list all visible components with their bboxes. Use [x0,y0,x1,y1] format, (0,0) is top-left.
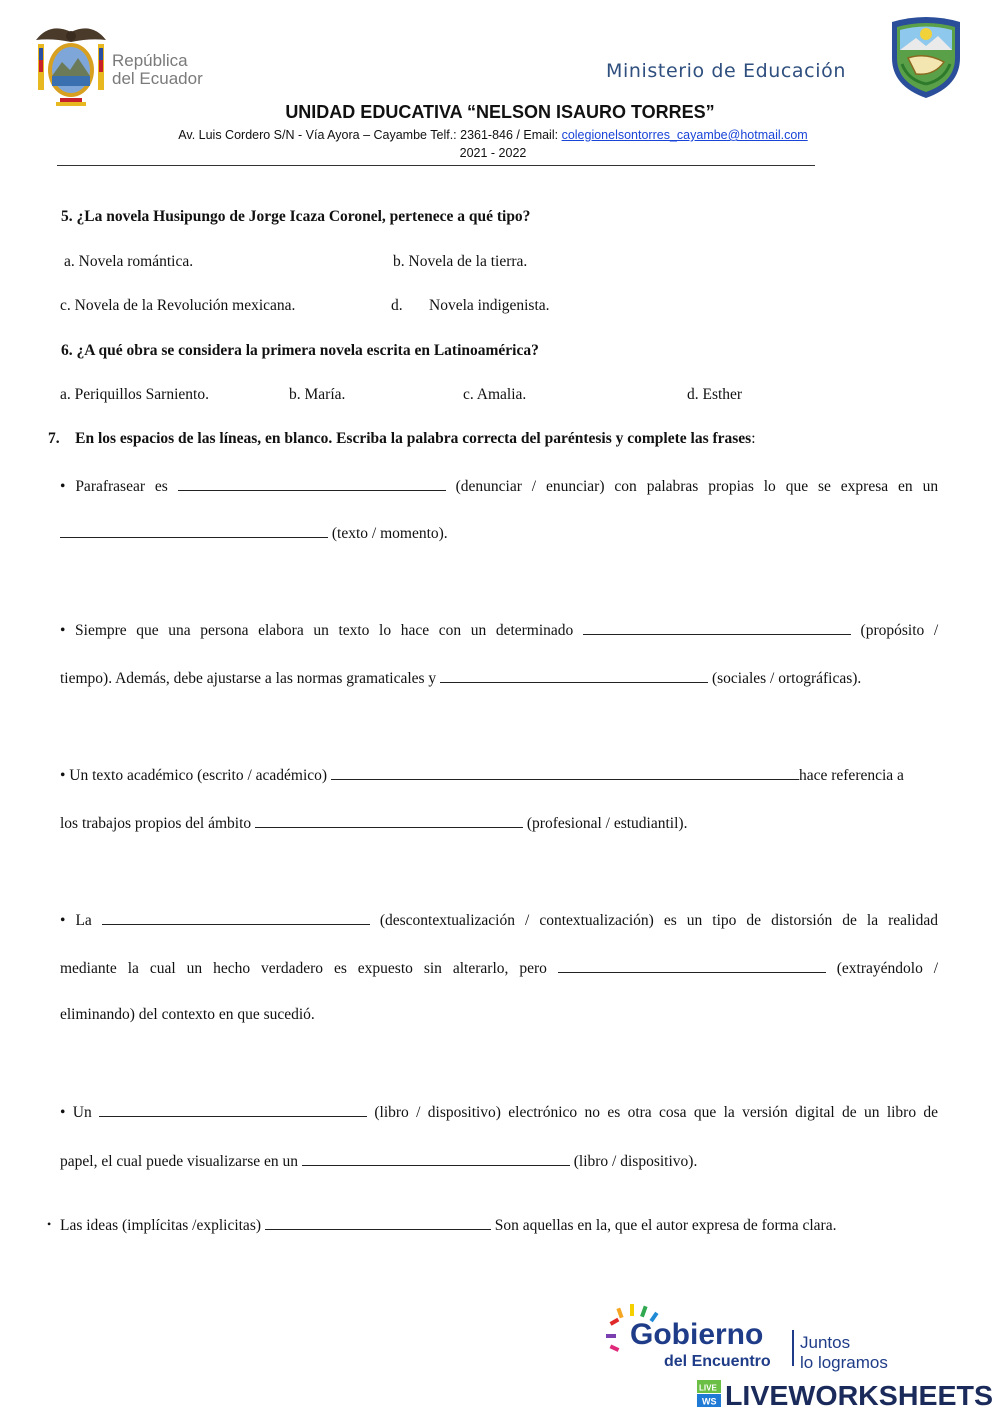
q6-question: 6. ¿A qué obra se considera la primera novela escrita en Latinoamérica? [61,342,539,359]
q6-option-a-text: . Periquillos Sarniento. [66,386,209,403]
sentence-word: electrónico [508,1104,578,1121]
sentence-word: que [136,622,159,639]
sentence-word: / [933,622,939,639]
sentence-word: hace referencia a [798,767,904,784]
sentence-word: con [438,622,462,639]
sentence-word: Son aquellas en la, que el autor expresa de forma clara. [494,1217,837,1234]
sentence-word: persona [200,622,249,639]
sentence-word: digital [795,1104,835,1121]
sentence-word: un [922,478,939,495]
lw-wordmark: LIVEWORKSHEETS [725,1380,993,1410]
sentence-word: es [663,912,677,929]
sentence-word: alterarlo, [452,960,509,977]
sentence-word: tiempo). Además, debe ajustarse a las normas gramaticales y [60,670,437,687]
blank-10[interactable] [302,1151,570,1166]
sentence-2-line-2 [60,668,861,688]
sentence-3-line-1 [60,765,904,785]
blank-1[interactable] [178,476,446,491]
sentence-1-line-2 [60,523,448,543]
email-link[interactable]: colegionelsontorres_cayambe@hotmail.com [561,128,808,142]
q7-number: 7. [48,430,60,447]
republic-line-1: República [112,51,188,70]
sentence-word: elabora [258,622,304,639]
sentence-word: tipo [712,912,737,929]
gob-line-2: del Encuentro [664,1353,771,1370]
lw-badge-bottom: WS [702,1396,717,1407]
gob-line-1: Gobierno [630,1318,764,1351]
sentence-4-line-3: eliminando) del contexto en que sucedió. [60,1006,315,1023]
sentence-word: de [746,912,762,929]
sentence-word: lo [763,478,776,495]
sentence-word: un [313,622,329,639]
sentence-word: (profesional / estudiantil). [526,815,688,832]
sentence-word: Las ideas (implícitas /explicitas) [60,1217,262,1234]
sentence-word: libro [886,1104,917,1121]
sentence-word: contextualización) [539,912,654,929]
sentence-word: una [168,622,191,639]
blank-7[interactable] [102,910,370,925]
sentence-4-line-1 [60,910,938,930]
school-year: 2021 - 2022 [459,146,527,160]
blank-11[interactable] [265,1215,491,1230]
blank-6[interactable] [255,813,523,828]
lw-badge-top: LIVE [699,1383,717,1393]
q6-option-a[interactable] [60,386,209,404]
sentence-word: distorsión [771,912,833,929]
sentence-word: no [584,1104,600,1121]
sentence-word: verdadero [261,960,323,977]
slogan-line-1: Juntos [800,1333,851,1352]
sentence-word: expuesto [357,960,413,977]
q6-option-b[interactable]: b. María. [289,386,346,403]
sentence-word: • La [60,912,92,929]
sentence-word: otra [627,1104,652,1121]
sentence-3-line-2 [60,813,687,833]
q6-option-d[interactable]: d. Esther [687,386,743,403]
sentence-word: enunciar) [545,478,605,495]
sentence-5-line-1 [60,1102,938,1122]
sentence-6-bullet: • [47,1217,52,1231]
sentence-word: / [933,960,939,977]
sentence-word: un [186,960,203,977]
sentence-1-line-1 [60,476,938,496]
sentence-word: con [614,478,637,495]
q6-option-a-letter: a [60,386,67,403]
republic-line-2: del Ecuador [112,69,203,88]
sentence-word: de [842,1104,857,1121]
q5-option-b[interactable]: b. Novela de la tierra. [393,253,528,270]
school-name: UNIDAD EDUCATIVA “NELSON ISAURO TORRES” [285,102,715,122]
q7-instructions: En los espacios de las líneas, en blanco. Escriba la palabra correcta del paréntesis y complete las frases [75,430,752,447]
school-address [0,128,986,142]
sentence-word: (libro / dispositivo). [573,1153,698,1170]
republic-wordmark [112,52,203,88]
sentence-word: / [531,478,537,495]
sentence-word: la [127,960,139,977]
blank-5[interactable] [331,765,799,780]
q7-question [48,430,756,448]
sentence-word: (descontextualización [379,912,515,929]
sentence-word: • Un texto académico (escrito / académico) [60,767,328,784]
blank-2[interactable] [60,523,328,538]
sentence-word: es [333,960,347,977]
blank-4[interactable] [440,668,708,683]
sentence-word: • Parafrasear [60,478,146,495]
sentence-word: / [524,912,530,929]
q7-colon: : [751,430,756,447]
liveworksheets-logo [697,1378,997,1410]
sentence-word: un [863,1104,880,1121]
blank-3[interactable] [583,620,851,635]
sentence-word: que [693,1104,717,1121]
sentence-word: hecho [213,960,251,977]
sentence-word: un [686,912,703,929]
sentence-word: cosa [659,1104,687,1121]
sentence-word: mediante [60,960,117,977]
sentence-word: versión [742,1104,788,1121]
sentence-word: determinado [495,622,574,639]
sentence-word: propias [708,478,754,495]
sentence-word: (sociales / ortográficas). [711,670,862,687]
sentence-word: es [607,1104,621,1121]
sentence-word: • Un [60,1104,92,1121]
ecuador-coat-of-arms-logo [30,18,112,110]
sentence-word: sin [423,960,442,977]
sentence-word: realidad [888,912,939,929]
slogan-line-2: lo logramos [800,1353,888,1372]
sentence-word: lo [379,622,392,639]
sentence-4-line-2 [60,958,938,978]
sentence-word: de [842,912,857,929]
sentence-word: expresa [840,478,889,495]
sentence-word: la [723,1104,735,1121]
sentence-2-line-1 [60,620,938,640]
blank-8[interactable] [558,958,826,973]
sentence-word: (texto / momento). [331,525,448,542]
sentence-word: que [785,478,809,495]
ministry-title: Ministerio de Educación [606,60,846,82]
q5-option-a[interactable]: a. Novela romántica. [64,253,194,270]
sentence-5-line-2 [60,1151,697,1171]
sentence-word: (libro [374,1104,409,1121]
q5-option-d[interactable]: Novela indigenista. [429,297,550,314]
q5-option-d-letter[interactable]: d. [391,297,403,314]
q5-question: 5. ¿La novela Husipungo de Jorge Icaza Coronel, pertenece a qué tipo? [61,208,531,225]
sentence-word: palabras [646,478,699,495]
sentence-word: • Siempre [60,622,127,639]
q5-option-c[interactable]: c. Novela de la Revolución mexicana. [60,297,296,314]
sentence-word: pero [519,960,547,977]
sentence-word: es [154,478,168,495]
sentence-word: dispositivo) [427,1104,501,1121]
sentence-word: texto [338,622,370,639]
sentence-word: cual [149,960,176,977]
sentence-word: de [923,1104,939,1121]
sentence-6 [60,1215,836,1235]
gobierno-del-encuentro-logo [604,1302,984,1372]
sentence-word: papel, el cual puede visualizarse en un [60,1153,298,1170]
sentence-word: un [470,622,487,639]
school-shield-logo [886,14,966,100]
address-text: Av. Luis Cordero S/N - Vía Ayora – Cayambe Telf.: 2361-846 / Email: [178,128,562,142]
q6-option-c[interactable]: c. Amalia. [463,386,527,403]
sentence-word: los trabajos propios del ámbito [60,815,252,832]
sentence-word: (propósito [860,622,925,639]
sentence-word: hace [400,622,430,639]
sentence-word: se [817,478,831,495]
sentence-word: / [416,1104,421,1121]
blank-9[interactable] [99,1102,367,1117]
header-divider [57,165,815,166]
sentence-word: en [898,478,913,495]
sentence-word: la [866,912,879,929]
sentence-word: (denunciar [455,478,522,495]
sentence-word: (extrayéndolo [836,960,923,977]
